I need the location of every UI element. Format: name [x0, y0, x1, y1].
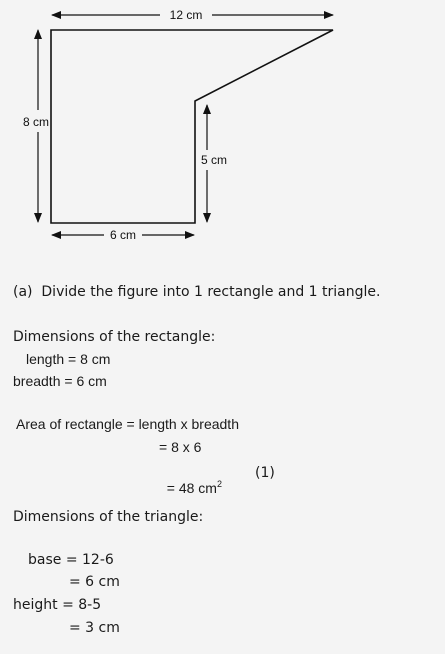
triangle-height-formula: height = 8-5 — [13, 597, 102, 613]
part-a-instruction: (a) Divide the figure into 1 rectangle and 1 triangle. — [13, 284, 381, 300]
composite-figure-diagram — [0, 0, 445, 260]
area-unit-exponent: 2 — [216, 479, 222, 489]
rectangle-heading: Dimensions of the rectangle: — [13, 329, 216, 345]
rectangle-area-result — [159, 463, 222, 497]
figure-outline — [51, 30, 333, 223]
equation-reference-1: (1) — [255, 465, 275, 481]
triangle-base-result: = 6 cm — [69, 574, 120, 590]
triangle-height-result: = 3 cm — [69, 620, 120, 636]
rectangle-area-substitution: = 8 x 6 — [159, 439, 202, 455]
right-dimension-label: 5 cm — [200, 153, 228, 167]
left-dimension-label: 8 cm — [22, 115, 50, 129]
triangle-heading: Dimensions of the triangle: — [13, 509, 204, 525]
rectangle-area-formula: Area of rectangle = length x breadth — [16, 416, 239, 432]
bottom-dimension-label: 6 cm — [109, 228, 137, 242]
rectangle-length: length = 8 cm — [26, 351, 111, 367]
triangle-base-formula: base = 12-6 — [28, 552, 114, 568]
top-dimension-label: 12 cm — [169, 8, 203, 22]
rectangle-breadth: breadth = 6 cm — [13, 373, 107, 389]
rectangle-area-value: = 48 cm — [166, 480, 217, 496]
